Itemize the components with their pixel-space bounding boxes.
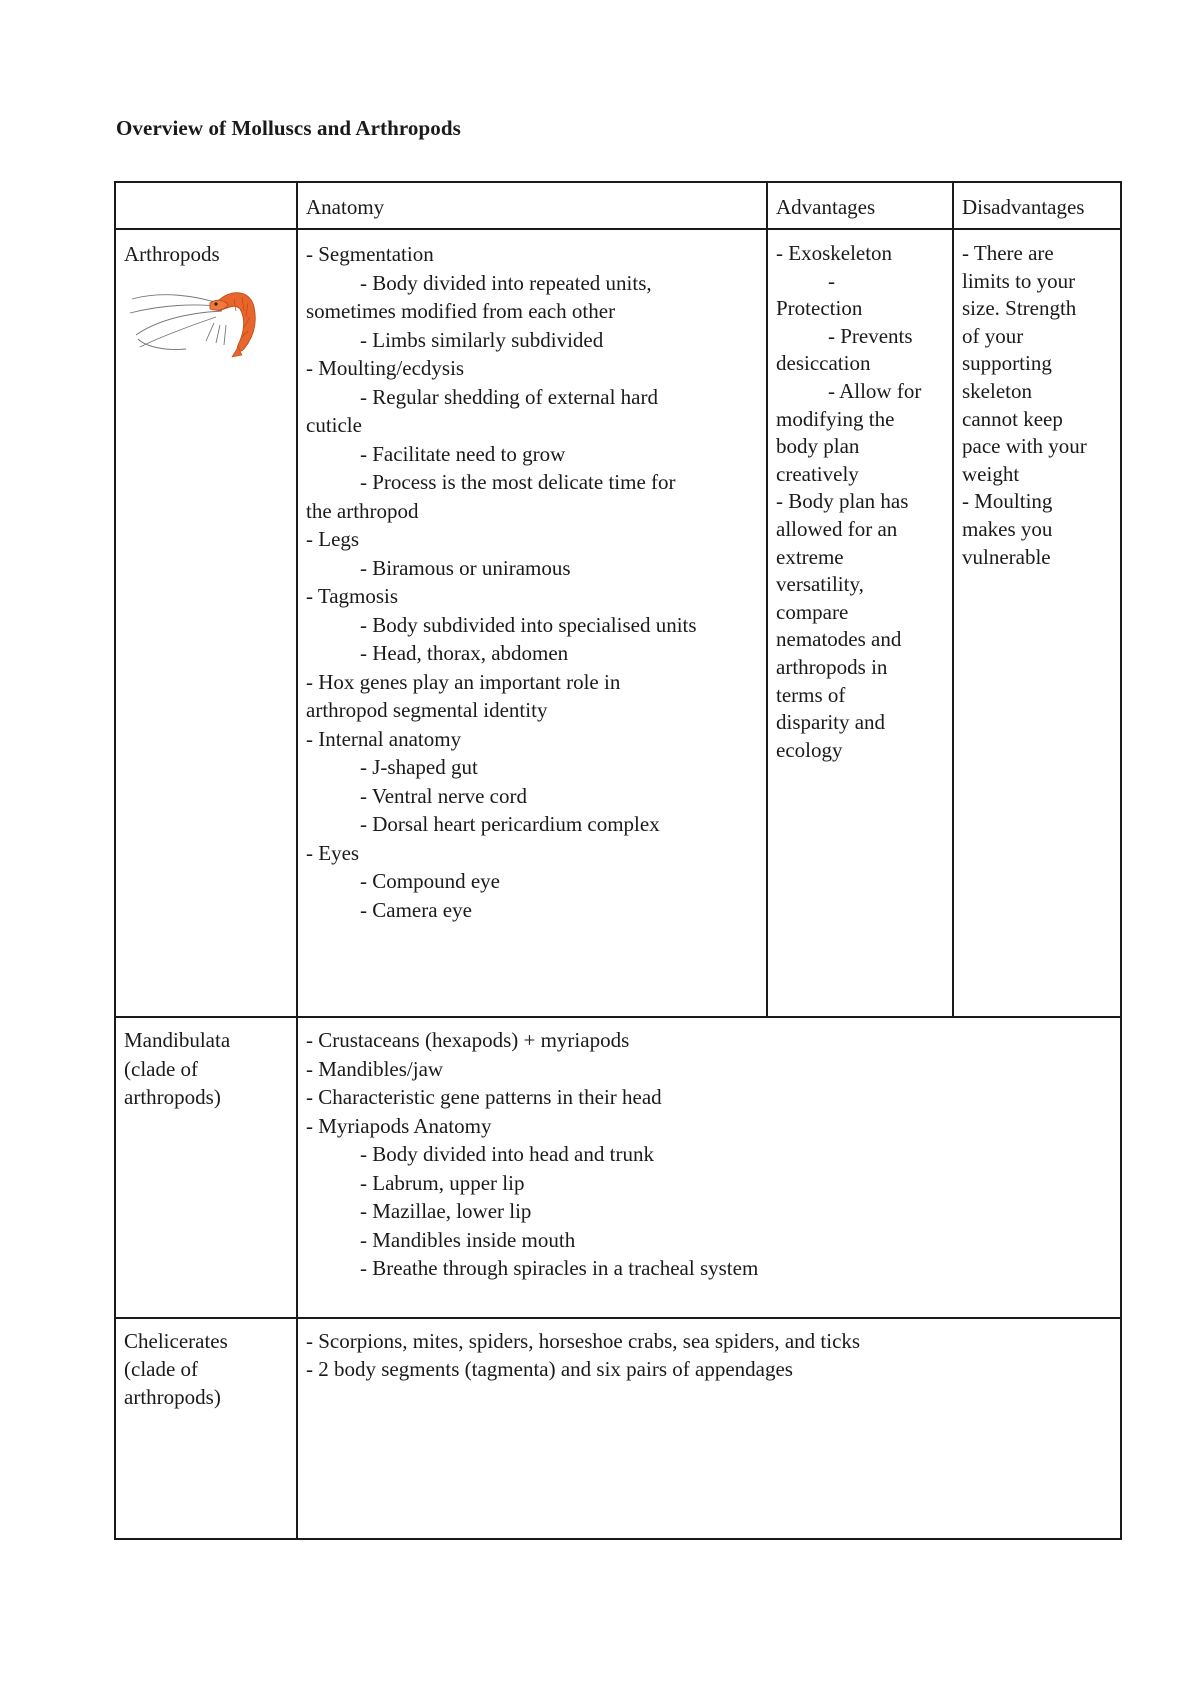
list-item: - Hox genes play an important role in — [306, 669, 621, 694]
row-label-chelicerates-arthropods: arthropods) — [124, 1385, 221, 1409]
list-item: modifying the — [776, 406, 895, 431]
list-item: arthropod segmental identity — [306, 698, 548, 722]
list-item: - Ventral nerve cord — [360, 783, 527, 808]
list-item: makes you — [962, 516, 1053, 541]
list-item: - Mandibles/jaw — [306, 1056, 444, 1081]
header-advantages: Advantages — [767, 182, 953, 229]
row-label-mandibulata-clade: (clade of — [124, 1056, 199, 1081]
list-item: sometimes modified from each other — [306, 299, 616, 323]
list-item: extreme — [776, 544, 844, 569]
list-item: disparity and — [776, 710, 886, 735]
list-item: cuticle — [306, 413, 362, 437]
row-label-arthropods: Arthropods — [124, 242, 220, 266]
list-item: limits to your — [962, 268, 1076, 293]
chelicerates-anatomy-cell — [297, 1318, 1121, 1539]
list-item: versatility, — [776, 572, 864, 597]
list-item: - Body divided into repeated units, — [360, 270, 652, 295]
list-item: - There are — [962, 241, 1054, 265]
list-item: supporting — [962, 351, 1052, 376]
list-item: - Camera eye — [360, 897, 472, 922]
list-item: - Dorsal heart pericardium complex — [360, 812, 660, 836]
list-item: - Eyes — [306, 840, 360, 865]
row-label-mandibulata-arthropods: arthropods) — [124, 1085, 221, 1109]
list-item: - Compound eye — [360, 869, 500, 893]
arthropods-disadvantages-cell — [953, 229, 1121, 1017]
list-item: - Mazillae, lower lip — [360, 1199, 532, 1223]
list-item: - Body plan has — [776, 489, 909, 514]
list-item: - Moulting — [962, 489, 1053, 514]
table-row-arthropods — [115, 229, 1121, 1017]
list-item: - Limbs similarly subdivided — [360, 327, 604, 352]
list-item: skeleton — [962, 378, 1032, 403]
list-item: - Segmentation — [306, 242, 434, 266]
list-item: - Regular shedding of external hard — [360, 384, 658, 409]
row-label-chelicerates-clade: (clade of — [124, 1357, 199, 1381]
list-item: nematodes and — [776, 627, 902, 652]
list-item: - Biramous or uniramous — [360, 555, 571, 580]
list-item: - Scorpions, mites, spiders, horseshoe crabs, sea spiders, and ticks — [306, 1329, 861, 1353]
list-item: weight — [962, 461, 1020, 486]
list-item: ecology — [776, 737, 843, 762]
list-item: - Myriapods Anatomy — [306, 1113, 492, 1138]
list-item: compare — [776, 599, 849, 624]
list-item: - J-shaped gut — [360, 755, 478, 779]
list-item: - Tagmosis — [306, 584, 399, 608]
list-item: - Allow for — [828, 378, 922, 403]
arthropods-anatomy-cell — [297, 229, 767, 1017]
list-item: - — [828, 268, 835, 293]
table-header-row — [115, 182, 1121, 229]
list-item: - Exoskeleton — [776, 241, 893, 265]
mandibulata-anatomy-cell — [297, 1017, 1121, 1318]
header-anatomy: Anatomy — [297, 182, 767, 229]
list-item: terms of — [776, 682, 846, 707]
list-item: - Prevents — [828, 323, 913, 348]
header-disadvantages: Disadvantages — [953, 182, 1121, 229]
row-label-cell — [115, 1017, 297, 1318]
list-item: creatively — [776, 461, 859, 486]
table-row-chelicerates — [115, 1318, 1121, 1539]
row-label-chelicerates: Chelicerates — [124, 1329, 228, 1353]
list-item: - Crustaceans (hexapods) + myriapods — [306, 1028, 630, 1052]
list-item: of your — [962, 323, 1024, 348]
overview-table — [114, 181, 1122, 1540]
list-item: - 2 body segments (tagmenta) and six pairs of appendages — [306, 1357, 793, 1381]
list-item: allowed for an — [776, 516, 898, 541]
row-label-mandibulata: Mandibulata — [124, 1028, 231, 1052]
list-item: Protection — [776, 296, 863, 321]
list-item: vulnerable — [962, 544, 1051, 569]
list-item: size. Strength — [962, 296, 1077, 321]
list-item: desiccation — [776, 351, 871, 376]
list-item: - Body subdivided into specialised units — [360, 612, 697, 637]
list-item: cannot keep — [962, 406, 1063, 431]
list-item: the arthropod — [306, 498, 419, 523]
list-item: arthropods in — [776, 654, 888, 679]
list-item: - Legs — [306, 527, 360, 551]
page-title: Overview of Molluscs and Arthropods — [116, 116, 461, 140]
arthropods-advantages-cell — [767, 229, 953, 1017]
list-item: - Body divided into head and trunk — [360, 1142, 654, 1166]
list-item: - Breathe through spiracles in a tracheal system — [360, 1256, 759, 1280]
list-item: - Characteristic gene patterns in their head — [306, 1085, 662, 1109]
table-row-mandibulata — [115, 1017, 1121, 1318]
list-item: - Labrum, upper lip — [360, 1170, 525, 1195]
list-item: - Moulting/ecdysis — [306, 356, 465, 380]
list-item: - Head, thorax, abdomen — [360, 641, 569, 665]
shrimp-illustration — [126, 277, 258, 363]
list-item: - Process is the most delicate time for — [360, 470, 676, 494]
row-label-cell — [115, 1318, 297, 1539]
header-empty-cell — [115, 182, 297, 229]
list-item: pace with your — [962, 434, 1087, 459]
list-item: body plan — [776, 434, 860, 459]
row-label-cell — [115, 229, 297, 1017]
list-item: - Mandibles inside mouth — [360, 1227, 576, 1252]
list-item: - Internal anatomy — [306, 726, 462, 751]
list-item: - Facilitate need to grow — [360, 441, 566, 466]
